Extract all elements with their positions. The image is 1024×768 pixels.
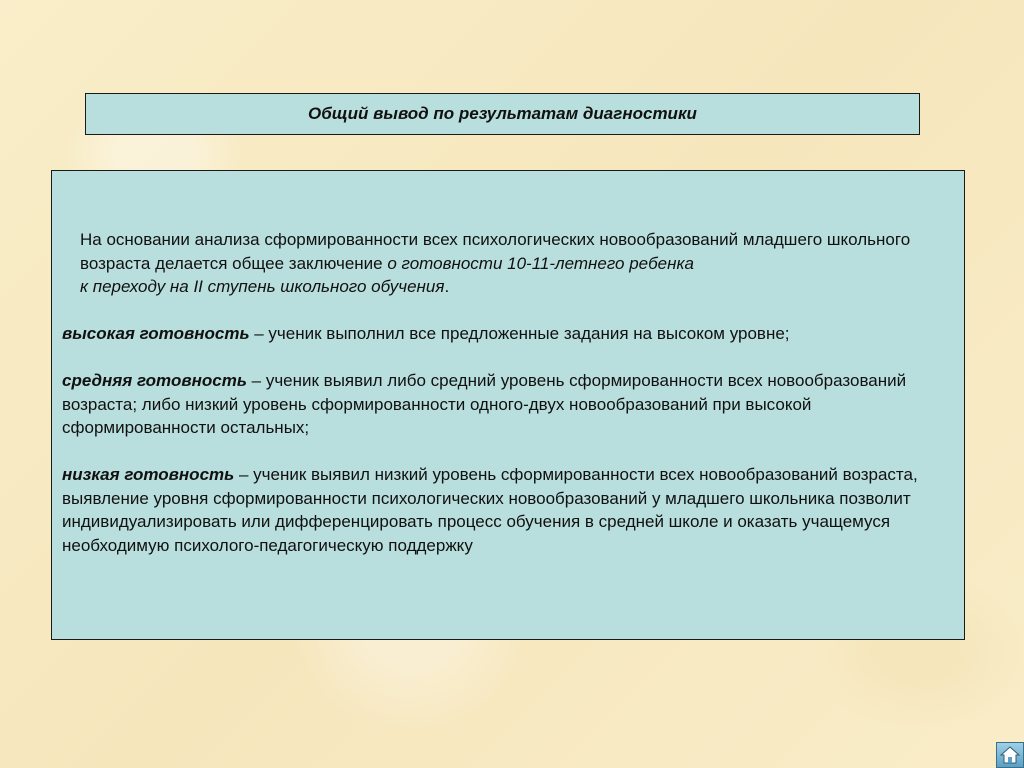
level-medium [62,369,954,440]
page-title: Общий вывод по результатам диагностики [308,104,697,123]
home-icon-glyph [1000,746,1020,764]
intro-text: На основании анализа сформированности всех психологических новообразований младшего школьного возраста делается общее заключение [80,230,911,273]
home-icon[interactable] [996,742,1024,768]
content-box [51,170,965,640]
level-low [62,463,954,557]
level-label: высокая готовность [62,324,250,343]
intro-end: . [444,277,450,296]
intro-emphasis-1: о готовности 10-11-летнего ребенка [387,253,694,273]
title-box [85,93,920,135]
level-text: – ученик выявил низкий уровень сформированности всех новообразований возраста, выявление уровня сформированности психологических новообразований у младшего школьника позволит индивидуализировать или дифференцировать процесс обучения в средней школе и оказать учащемуся необходимую психолого-педагогическую поддержку [62,465,918,555]
intro-paragraph [62,228,954,299]
level-text: – ученик выявил либо средний уровень сформированности всех новообразований возраста; либо низкий уровень сформированности одного-двух новообразований при высокой сформированности остальных; [62,371,907,437]
level-label: низкая готовность [62,465,235,484]
intro-emphasis-2: к переходу на II ступень школьного обучения [80,277,445,296]
level-text: – ученик выполнил все предложенные задания на высоком уровне; [249,324,790,343]
level-label: средняя готовность [62,371,247,390]
level-high [62,322,954,346]
